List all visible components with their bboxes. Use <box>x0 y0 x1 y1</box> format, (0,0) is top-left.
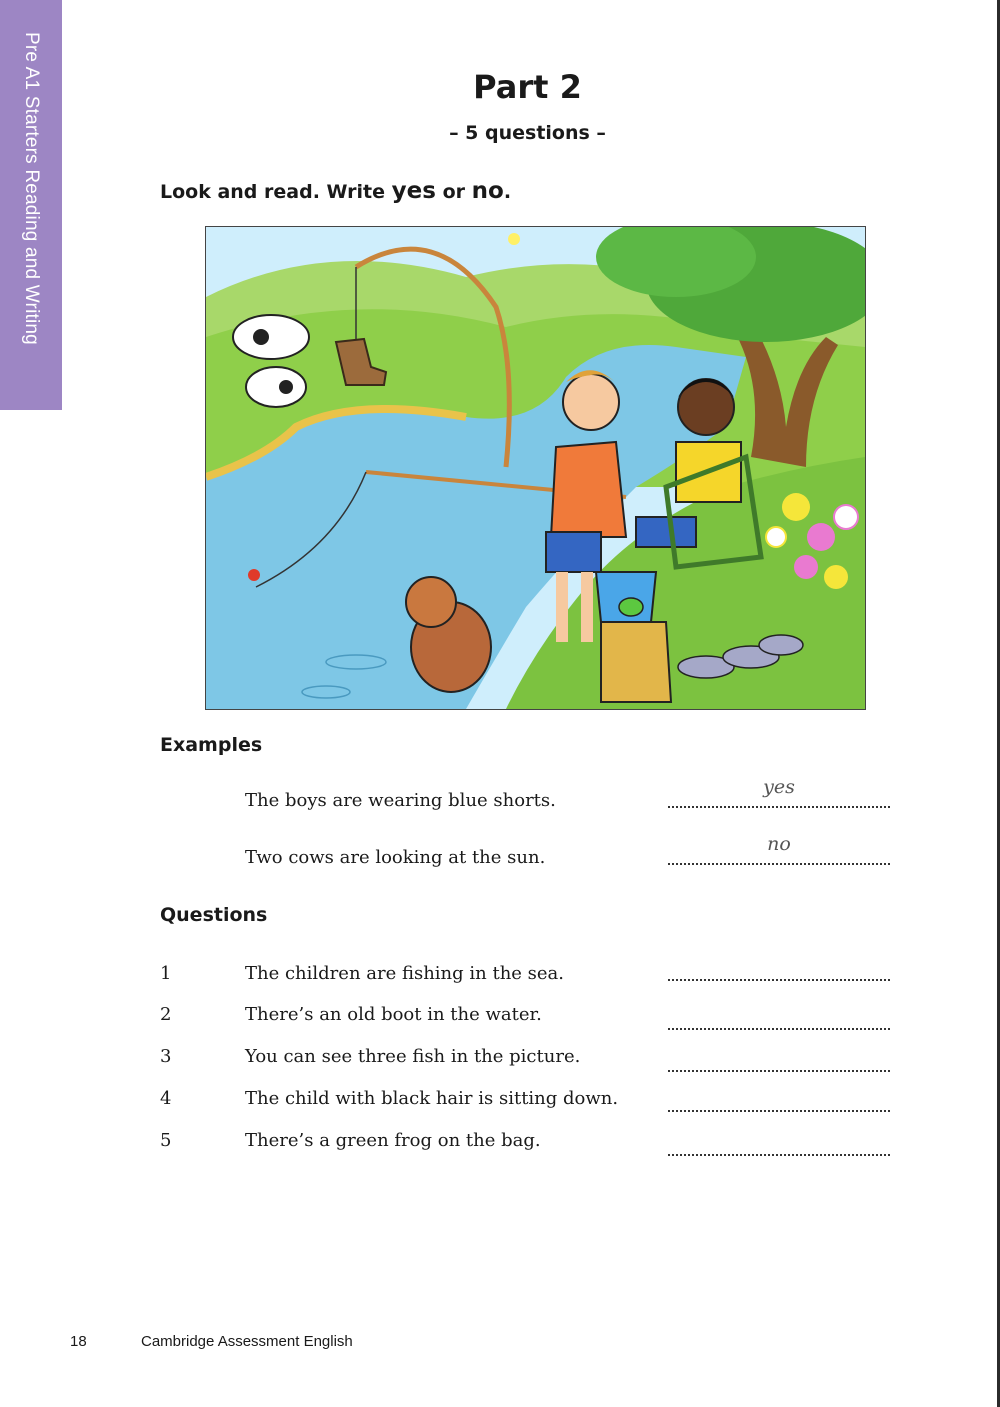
question-number: 5 <box>160 1130 172 1151</box>
question-sentence: The child with black hair is sitting down. <box>245 1088 619 1109</box>
sitting-boy-shorts <box>636 517 696 547</box>
flower <box>807 523 835 551</box>
example-sentence: Two cows are looking at the sun. <box>245 847 546 868</box>
question-sentence: You can see three fish in the picture. <box>245 1046 581 1067</box>
examples-heading: Examples <box>160 734 263 756</box>
answer-field[interactable] <box>668 1080 890 1112</box>
answer-field[interactable] <box>668 949 890 981</box>
flower <box>834 505 858 529</box>
fishing-float <box>248 569 260 581</box>
sidebar-tab <box>0 0 62 410</box>
cow <box>246 367 306 407</box>
answer-field[interactable] <box>668 998 890 1030</box>
question-row <box>160 1046 890 1076</box>
question-row <box>160 963 890 993</box>
answer-field[interactable] <box>668 1124 890 1156</box>
flower <box>794 555 818 579</box>
instruction <box>160 178 511 204</box>
boy-blue-shorts <box>546 532 601 572</box>
fishing-scene-picture <box>205 226 866 710</box>
answer-field[interactable] <box>668 1040 890 1072</box>
sun-icon <box>508 233 520 245</box>
fishing-scene-illustration <box>206 227 865 709</box>
bag <box>601 622 671 702</box>
question-sentence: The children are fishing in the sea. <box>245 963 565 984</box>
questions-heading: Questions <box>160 904 268 926</box>
cow <box>233 315 309 359</box>
question-sentence: There’s a green frog on the bag. <box>245 1130 541 1151</box>
question-number: 3 <box>160 1046 172 1067</box>
sidebar-label: Pre A1 Starters Reading and Writing <box>21 32 42 345</box>
question-number: 4 <box>160 1088 172 1109</box>
page-subtitle: – 5 questions – <box>449 122 606 144</box>
instruction-no: no <box>471 178 504 204</box>
page-title: Part 2 <box>473 68 582 106</box>
instruction-end: . <box>503 181 512 203</box>
footer-organization: Cambridge Assessment English <box>141 1333 353 1350</box>
example-row <box>160 776 890 820</box>
page-number: 18 <box>70 1333 87 1350</box>
fish <box>759 635 803 655</box>
example-row <box>160 833 890 877</box>
question-row <box>160 1130 890 1160</box>
flower <box>766 527 786 547</box>
question-number: 2 <box>160 1004 172 1025</box>
example-answer: no <box>668 833 890 865</box>
flower <box>824 565 848 589</box>
example-answer: yes <box>668 776 890 808</box>
instruction-prefix: Look and read. Write <box>160 181 386 203</box>
question-row <box>160 1004 890 1034</box>
instruction-or: or <box>442 181 465 203</box>
question-row <box>160 1088 890 1118</box>
question-number: 1 <box>160 963 172 984</box>
frog <box>619 598 643 616</box>
boy-orange-shirt <box>551 442 626 537</box>
example-sentence: The boys are wearing blue shorts. <box>245 790 556 811</box>
flower <box>782 493 810 521</box>
boy-head <box>563 374 619 430</box>
question-sentence: There’s an old boot in the water. <box>245 1004 542 1025</box>
instruction-yes: yes <box>391 178 436 204</box>
